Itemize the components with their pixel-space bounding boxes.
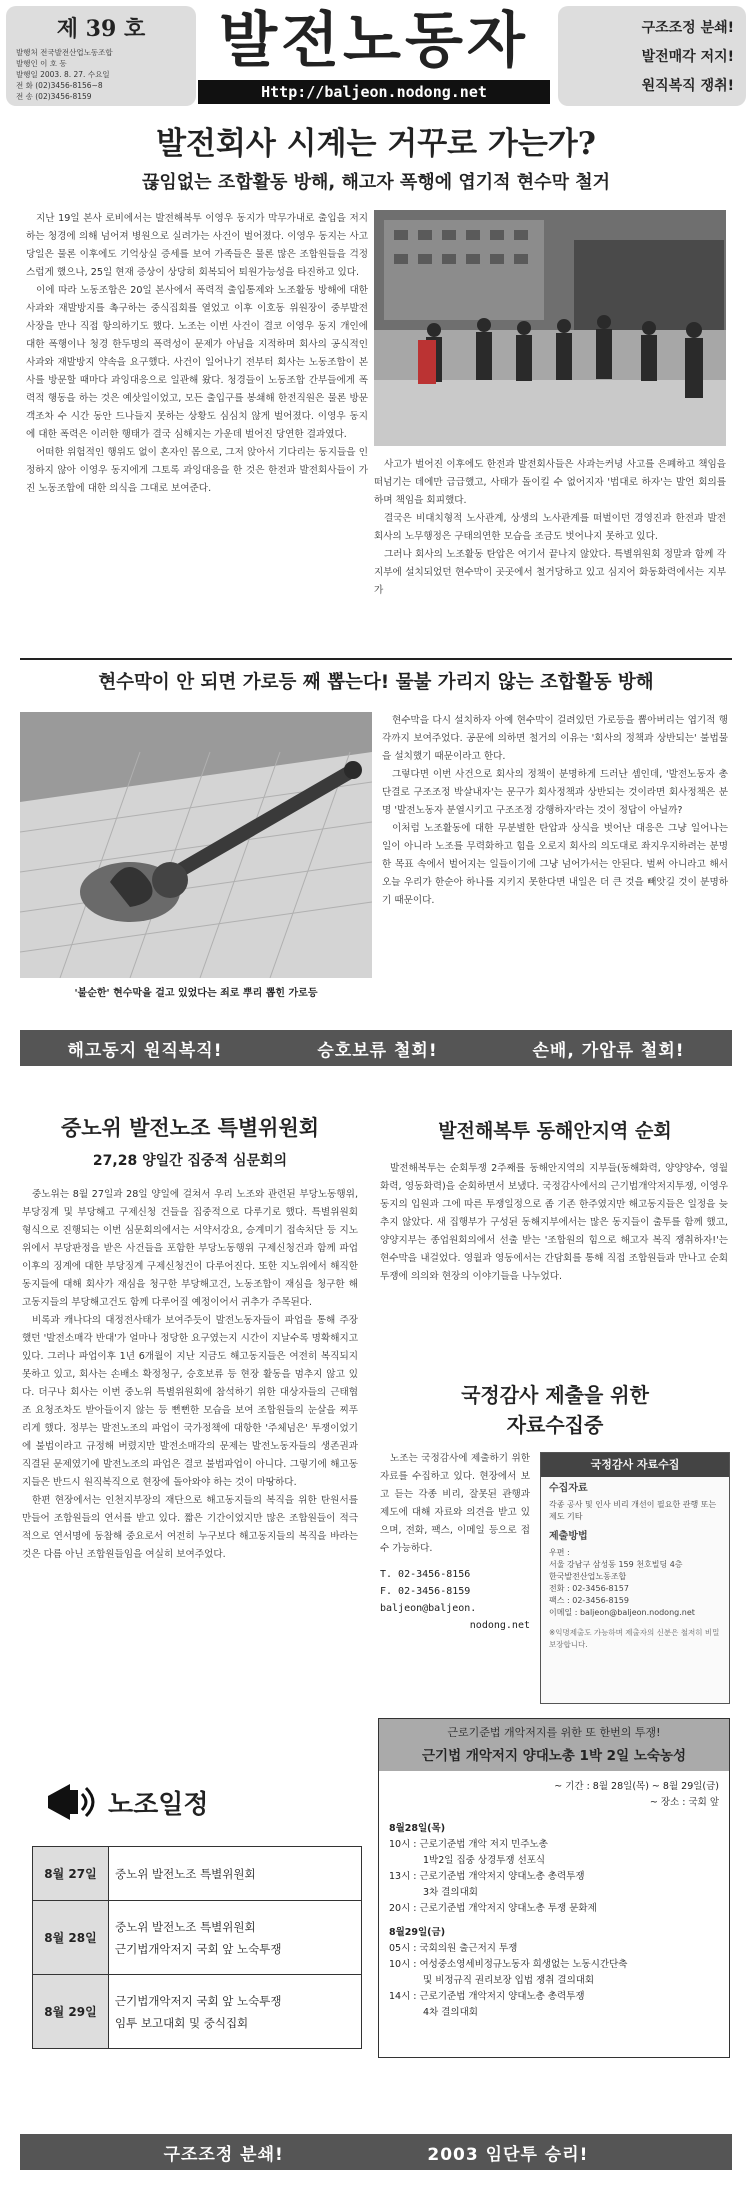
- publication-meta: 발행처 전국발전산업노동조합 발행인 이 호 동 발행일 2003. 8. 27. 수요일 전 화 (02)3456-8156~8 전 송 (02)3456-8159: [16, 48, 113, 101]
- rally-box: 근로기준법 개악저지를 위한 또 한번의 투쟁! 근기법 개악저지 양대노총 1박 2일 노숙농성 ~ 기간 : 8월 28일(목) ~ 8월 29일(금) ~ 장소 : 국회 앞 8월28일(목) 10시 : 근로기준법 개악 저지 민주노총 1박2일 집중 상경투쟁 선포식 13시 : 근로기준법 개악저지 양대노총 총력투쟁 3차 결의대회 20시 : 근로기준법 개악저지 양대노총 투쟁 문화제 8월29일(금) 05시 : 국회의원 출근저지 투쟁 10시 : 여성중소영세비정규노동자 희생없는 노동시간단축 및 비정규직 권리보장 입법 쟁취 결의대회 14시 : 근로기준법 개악저지 양대노총 총력투쟁 4차 결의대회: [378, 1718, 730, 2058]
- protest-photo-image: [374, 210, 726, 446]
- story2-text: 현수막을 다시 설치하자 아예 현수막이 걸려있던 가로등을 뽑아버리는 엽기적 행각까지 보여주었다. 공문에 의하면 철거의 이유는 '회사의 정책과 상반되는' 불법물을 설치했기 때문이라고 한다. 그렇다면 이번 사건으로 회사의 정책이 분명하게 드러난 셈인데, '발전노동자 총단결로 구조조정 박살내자'는 문구가 회사정책과 상반되는 것이라면 회사정책은 분명 '발전노동자 분열시키고 구조조정 강행하자'라는 것이 정답이 아닐까? 이처럼 노조활동에 대한 무분별한 탄압과 상식을 벗어난 대응은 그냥 일어나는 일이 아니라 노조를 무력화하고 힘을 오로지 회사의 의도대로 좌지우지하려는 분명한 목표 속에서 벌어지는 일들이기에 그냥 넘어가서는 안된다. 벌써 아니라고 해서 오늘 우리가 한순아 하나를 지키지 못한다면 내일은 더 큰 것을 빼앗길 것이 분명하기 때문이다.: [382, 715, 728, 906]
- website-url[interactable]: Http://baljeon.nodong.net: [198, 80, 550, 104]
- audit-text: 노조는 국정감사에 제출하기 위한 자료를 수집하고 있다. 현장에서 보고 듣는 각종 비리, 잘못된 관행과 제도에 대해 자료와 의견을 받고 있으며, 전화, 팩스, 이메일 등으로 접수 가능하다. T. 02-3456-8156 F. 02-3456-8159 baljeon@baljeon. nodong.net: [380, 1450, 530, 1634]
- schedule-row: 8월 28일 중노위 발전노조 특별위원회 근기법개악저지 국회 앞 노숙투쟁: [33, 1901, 362, 1975]
- newspaper-title: 발전노동자: [219, 6, 529, 76]
- story4-headline: 발전해복투 동해안지역 순회: [438, 1120, 672, 1142]
- audit-form: 국정감사 자료수집 수집자료 각종 공사 및 인사 비리 개선이 필요한 관행 또는 제도 기타 제출방법 우편 : 서울 강남구 삼성동 159 천호빌딩 4층 한국발전산업노동조합 전화 : 02-3456-8157 팩스 : 02-3456-8159 이메일 : baljeon@baljeon.nodong.net ※익명제출도 가능하며 제출자의 신분은 철저히 비밀 보장합니다.: [540, 1452, 730, 1704]
- divider: [20, 658, 732, 660]
- story3-subhead: 27,28 양일간 집중적 심문회의: [92, 1153, 288, 1169]
- audit-headline: 국정감사 제출을 위한 자료수집중: [461, 1383, 649, 1437]
- streetlight-photo: [20, 712, 372, 978]
- lead-headline: 발전회사 시계는 거꾸로 가는가?: [156, 126, 596, 162]
- story4-text: 발전해복투는 순회투쟁 2주째를 동해안지역의 지부들(동해화력, 양양양수, 영월화력, 영동화력)을 순회하면서 보냈다. 국정감사에서의 근기법개악저지투쟁, 이영우 동지의 입원과 그에 따른 투쟁일정으로 좀 기존 한주였지만 해고동지들은 일정을 늦추지 않았다. 새 집행부가 구성된 동해지부에서는 많은 동지들이 출투를 함께 했고, 양양지부는 종업원회의에서 선출 받는 '조합원의 힘으로 해고자 복직 쟁취하자!'는 현수막을 내걸었다. 영월과 영동에서는 간담회를 통해 직접 조합원들과 만나고 순회투쟁에 의의와 현장의 이야기들을 나누었다.: [380, 1163, 728, 1282]
- lead-column-1: 지난 19일 본사 로비에서는 발전해복투 이영우 동지가 막무가내로 출입을 저지하는 청경에 의해 넘어져 병원으로 실려가는 사건이 벌어졌다. 이영우 동지는 사고 당일은 물론 이후에도 기억상실 증세를 보여 가족들은 물론 많은 조합원들을 걱정스럽게 했으나, 25일 현재 증상이 상당히 회복되어 퇴원가능성을 타진하고 있다. 이에 따라 노동조합은 20일 본사에서 폭력적 출입통제와 노조활동 방해에 대한 사과와 재발방지를 촉구하는 중식집회를 열었고 이후 이호동 위원장이 중부발전 사장을 만나 직접 항의하기도 했다. 노조는 이번 사건이 결코 이영우 동지 개인에 대한 폭행이나 청경 한두명의 폭력성이 문제가 아님을 지적하며 회사의 공식적인 사과와 재발방지 약속을 요구했다. 사건이 일어나기 전부터 회사는 노동조합이 본사를 방문할 때마다 과잉대응으로 일관해 왔다. 청경들이 노동조합 간부들에게 폭력적 행동을 하는 것은 예삿일이었고, 모든 출입구를 봉쇄해 한전직원은 물론 방문객조차 수 시간 동안 드나들지 못하는 상황도 심심치 않게 벌어졌다. 이영우 동지에 대한 폭력은 이러한 행태가 결국 심해지는 가운데 벌어진 당연한 결과였다. 어떠한 위험적인 행위도 없이 혼자인 몸으로, 그저 앉아서 기다리는 동지들을 인정하지 않아 이영우 동지에게 그토록 과잉대응을 한 것은 한전과 발전회사들이 가진 노동조합에 대한 의식을 그대로 보여준다.: [26, 213, 368, 494]
- issue-info-box: [6, 6, 196, 106]
- megaphone-icon: [40, 1774, 96, 1830]
- streetlight-photo-image: [20, 712, 372, 978]
- audit-contacts: T. 02-3456-8156 F. 02-3456-8159 baljeon@baljeon. nodong.net: [380, 1569, 530, 1631]
- schedule-header: [40, 1772, 320, 1832]
- story3-text: 중노위는 8월 27일과 28일 양일에 걸쳐서 우리 노조와 관련된 부당노동행위, 부당징계 및 부당해고 구제신청 건들을 집중적으로 다루기로 했다. 특별위원회 형식으로 진행되는 이번 심문회의에서는 서약서강요, 승계미기 접속처단 등 지노위에서 부당판정을 받은 사건들을 포함한 부당노동행위 구제신청건과 함께 파업 이후의 징계에 대한 부당징계 구제신청건이 다루어진다. 또한 지노위에서 해직한 동지들에 대해 회사가 재심을 청구한 부당해고건, 노동조합이 재심을 청구한 해고동지들의 부당해고건도 함께 다루어질 예정이어서 귀추가 주목된다. 비록과 캐나다의 대정전사태가 보여주듯이 발전노동자들이 파업을 통해 주장했던 '발전소매각 반대'가 얼마나 정당한 요구였는지 시간이 지날수록 명확해지고 있다. 그러나 파업이후 1년 6개월이 지난 지금도 해고동지들은 여전히 복직되지 못하고 있고, 회사는 손배소 확정청구, 승호보류 등 현장 활동을 멈추지 않고 있다. 더구나 회사는 이번 중노위 특별위원회에 참석하기 위한 대상자들의 근태협조 요청조차도 받아들이지 않는 등 뻔뻔한 모습을 보여 조합원들의 눈살을 찌푸리게 했다. 정부는 발전노조의 파업이 국가정책에 대항한 '주체넘은' 투쟁이었기에 불법이라고 규정해 버렸지만 발전소매각의 문제는 발전노동자들의 생존권과 직결된 문제였기에 발전노조의 파업은 결코 불법파업이 아니다. 그렇기에 해고동지들은 반드시 원직복직으로 현장에 돌아와야 하는 것이 마땅하다. 한편 현장에서는 인천지부장의 재단으로 해고동지들의 복직을 위한 탄원서를 만들어 조합원들의 연서를 받고 있다. 짧은 기간이었지만 많은 조합원들이 적극적으로 연서명에 동참해 중요로서 여전히 누구보다 해고동지들의 복직을 바라는 것은 다름 아닌 조합원들임을 여실히 보여주었다.: [22, 1189, 358, 1560]
- schedule-row: 8월 27일 중노위 발전노조 특별위원회: [33, 1847, 362, 1901]
- photo-caption: '불순한' 현수막을 걸고 있었다는 죄로 뿌리 뽑힌 가로등: [74, 988, 318, 999]
- protest-photo: [374, 210, 726, 446]
- header-slogans: 구조조정 분쇄! 발전매각 저지! 원직복직 쟁취!: [558, 6, 746, 106]
- story2-headline: 현수막이 안 되면 가로등 째 뽑는다! 물불 가리지 않는 조합활동 방해: [98, 672, 654, 693]
- story3-headline: 중노위 발전노조 특별위원회: [60, 1116, 320, 1140]
- slogan-banner-2: 구조조정 분쇄! 2003 임단투 승리!: [20, 2134, 732, 2170]
- schedule-table: [32, 1846, 362, 2049]
- slogan-banner-1: 해고동지 원직복직! 승호보류 철회! 손배, 가압류 철회!: [20, 1030, 732, 1066]
- lead-column-2: 사고가 벌어진 이후에도 한전과 발전회사들은 사과는커녕 사고를 은폐하고 책임을 떠넘기는 데에만 급급했고, 사태가 돌이킬 수 없어지자 '법대로 하자'는 발언 회의를 하며 책임을 회피했다. 결국은 비대치형적 노사관계, 상생의 노사관계를 떠벌이던 경영진과 한전과 발전회사의 노무행정은 구태의연한 모습을 조금도 벗어나지 못하고 있다. 그러나 회사의 노조활동 탄압은 여기서 끝나지 않았다. 특별위원회 정말과 함께 각 지부에 설치되었던 현수막이 곳곳에서 철거당하고 있고 심지어 화동화력에서는 지부가: [374, 459, 726, 596]
- issue-number: 제 39 호: [56, 16, 146, 42]
- schedule-title: 노조일정: [108, 1789, 209, 1820]
- lead-subhead: 끊임없는 조합활동 방해, 해고자 폭행에 엽기적 현수막 철거: [141, 172, 610, 193]
- masthead: [198, 4, 550, 106]
- schedule-row: 8월 29일 근기법개악저지 국회 앞 노숙투쟁 임투 보고대회 및 중식집회: [33, 1975, 362, 2049]
